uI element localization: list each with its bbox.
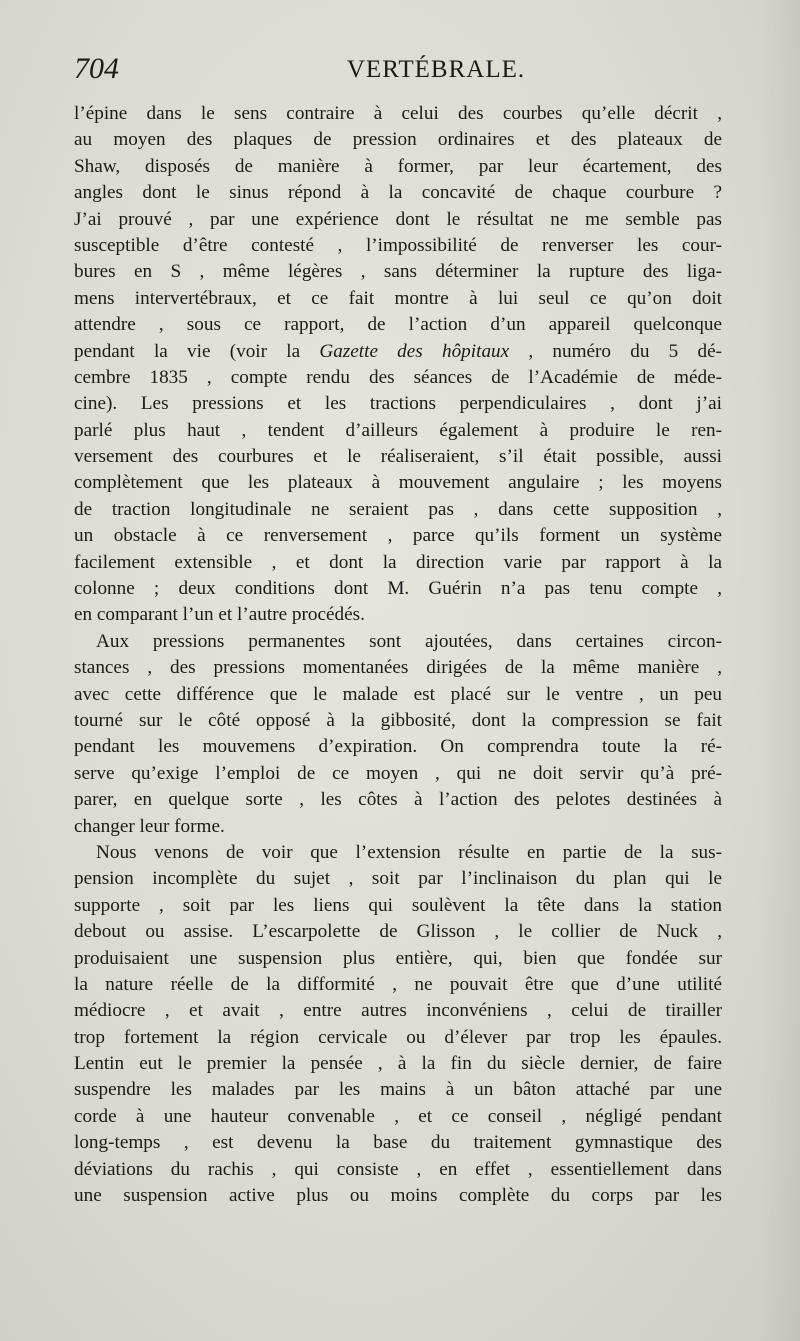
text-line: produisaient une suspension plus entière, qui, bien que fondée sur <box>74 947 722 969</box>
text-line: au moyen des plaques de pression ordinaires et des plateaux de <box>74 129 722 151</box>
text-line: parlé plus haut , tendent d’ailleurs également à produire le ren- <box>74 419 722 441</box>
body-text <box>74 101 722 1209</box>
text-line: stances , des pressions momentanées dirigées de la même manière , <box>74 657 722 679</box>
text-line: mens intervertébraux, et ce fait montre à lui seul ce qu’on doit <box>74 287 722 309</box>
text-line: la nature réelle de la difformité , ne pouvait être que d’une utilité <box>74 973 722 995</box>
text-line: déviations du rachis , qui consiste , en effet , essentiellement dans <box>74 1158 722 1180</box>
text-line: trop fortement la région cervicale ou d’élever par trop les épaules. <box>74 1026 722 1048</box>
text-line: complètement que les plateaux à mouvement angulaire ; les moyens <box>74 472 722 494</box>
text-line: en comparant l’un et l’autre procédés. <box>74 604 365 626</box>
text-line: cembre 1835 , compte rendu des séances de l’Académie de méde- <box>74 366 722 388</box>
text-line: susceptible d’être contesté , l’impossibilité de renverser les cour- <box>74 234 722 256</box>
text-line: Nous venons de voir que l’extension résulte en partie de la sus- <box>96 841 722 863</box>
text-line: long-temps , est devenu la base du traitement gymnastique des <box>74 1132 722 1154</box>
text-line: serve qu’exige l’emploi de ce moyen , qui ne doit servir qu’à pré- <box>74 762 722 784</box>
text-line: pendant les mouvemens d’expiration. On comprendra toute la ré- <box>74 736 722 758</box>
page-edge-shadow <box>760 0 800 1341</box>
text-line: debout ou assise. L’escarpolette de Glisson , le collier de Nuck , <box>74 921 722 943</box>
running-title: VERTÉBRALE. <box>346 56 526 83</box>
text-line: facilement extensible , et dont la direction varie par rapport à la <box>74 551 722 573</box>
text-line: un obstacle à ce renversement , parce qu’ils forment un système <box>74 525 722 547</box>
text-line: attendre , sous ce rapport, de l’action d’un appareil quelconque <box>74 314 722 336</box>
text-line: bures en S , même légères , sans déterminer la rupture des liga- <box>74 261 722 283</box>
text-segment: , numéro du 5 dé- <box>509 340 723 362</box>
text-line: colonne ; deux conditions dont M. Guérin n’a pas tenu compte , <box>74 578 722 600</box>
page-number: 704 <box>74 52 119 85</box>
text-line: corde à une hauteur convenable , et ce conseil , négligé pendant <box>74 1105 722 1127</box>
text-line: supporte , soit par les liens qui soulèvent la tête dans la station <box>74 894 722 916</box>
text-line: Shaw, disposés de manière à former, par leur écartement, des <box>74 155 722 177</box>
text-line: de traction longitudinale ne seraient pas , dans cette supposition , <box>74 498 722 520</box>
text-line: une suspension active plus ou moins complète du corps par les <box>74 1185 722 1207</box>
text-line: angles dont le sinus répond à la concavité de chaque courbure ? <box>74 182 722 204</box>
text-line: tourné sur le côté opposé à la gibbosité, dont la compression se fait <box>74 709 722 731</box>
text-line: cine). Les pressions et les tractions perpendiculaires , dont j’ai <box>74 393 722 415</box>
text-line: l’épine dans le sens contraire à celui des courbes qu’elle décrit , <box>74 103 722 124</box>
text-line: Aux pressions permanentes sont ajoutées, dans certaines circon- <box>96 630 722 652</box>
text-line: versement des courbures et le réaliseraient, s’il était possible, aussi <box>74 446 722 468</box>
text-line <box>74 339 722 365</box>
text-line: J’ai prouvé , par une expérience dont le résultat ne me semble pas <box>74 208 722 230</box>
text-segment: pendant la vie (voir la <box>74 340 320 362</box>
page-header <box>74 52 718 92</box>
text-line: changer leur forme. <box>74 815 225 837</box>
text-line: avec cette différence que le malade est placé sur le ventre , un peu <box>74 683 722 705</box>
text-line: parer, en quelque sorte , les côtes à l’action des pelotes destinées à <box>74 789 722 811</box>
text-line: suspendre les malades par les mains à un bâton attaché par une <box>74 1079 722 1101</box>
text-line: Lentin eut le premier la pensée , à la fin du siècle dernier, de faire <box>74 1053 722 1075</box>
text-line: médiocre , et avait , entre autres inconvéniens , celui de tirailler <box>74 1000 722 1022</box>
text-line: pension incomplète du sujet , soit par l’inclinaison du plan qui le <box>74 868 722 890</box>
journal-title: Gazette des hôpitaux <box>319 340 510 362</box>
